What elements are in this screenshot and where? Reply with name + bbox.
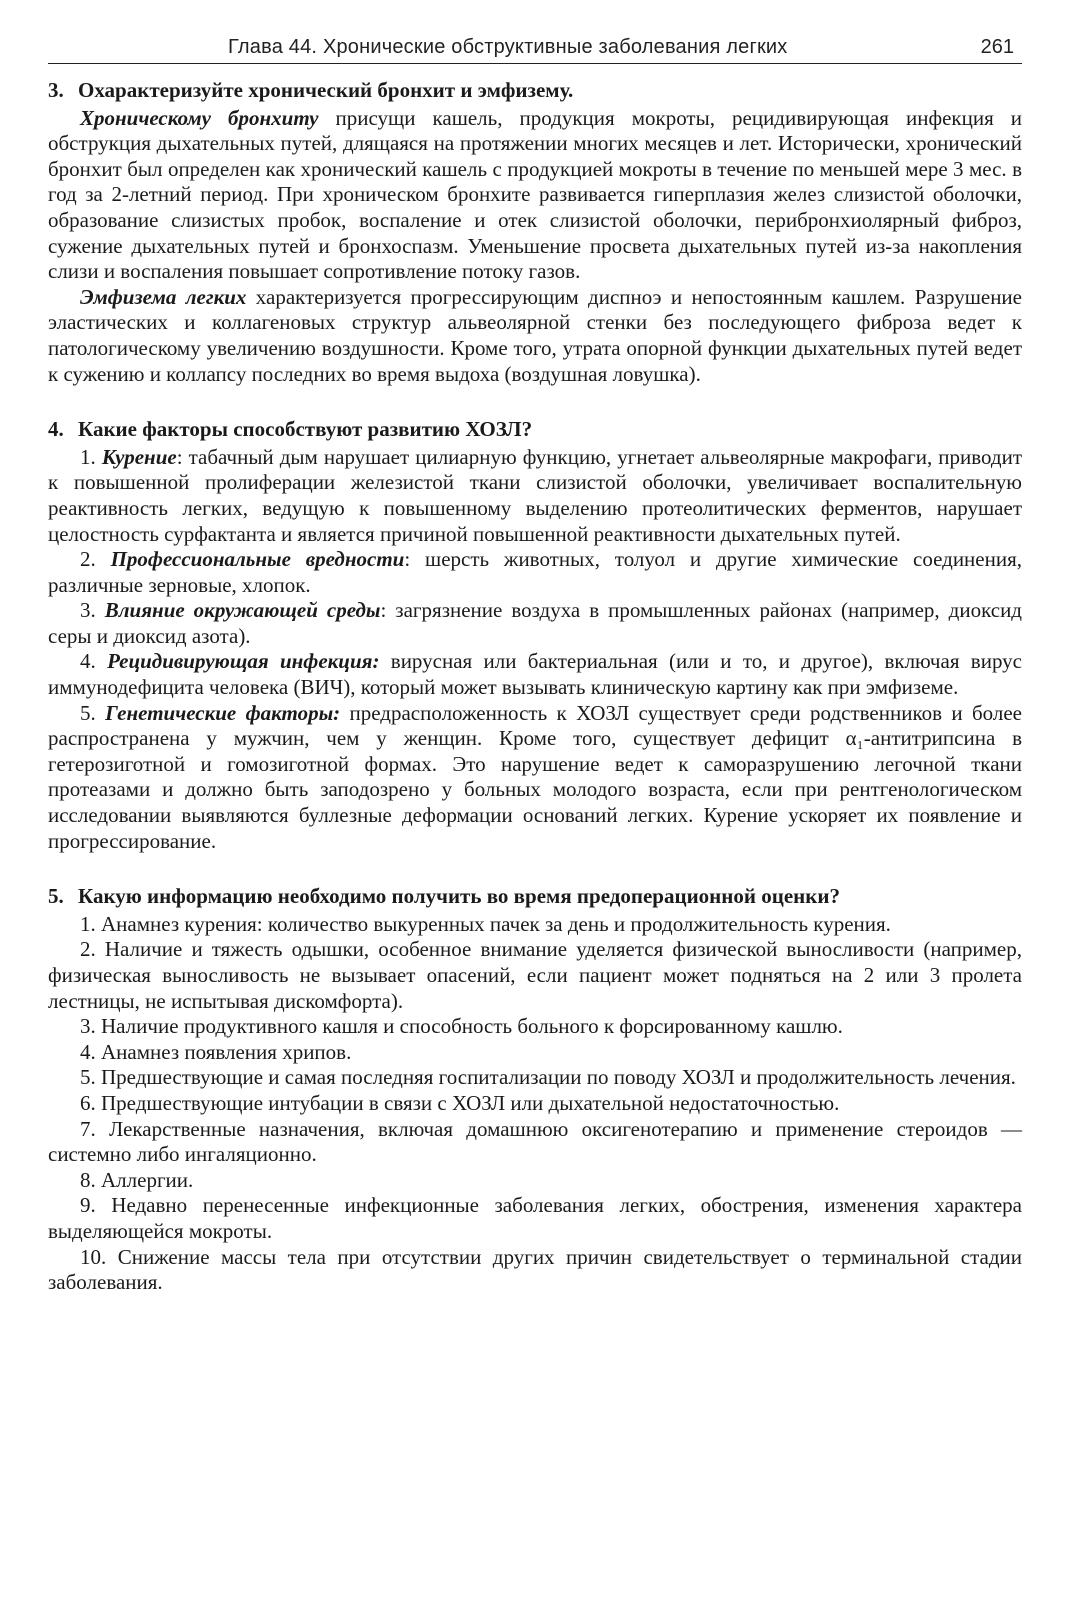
page-number: 261 bbox=[980, 36, 1014, 58]
term-lead: Генетические факторы: bbox=[105, 700, 341, 725]
question-heading bbox=[48, 884, 1022, 910]
question-text: Какую информацию необходимо получить во время предоперационной оценки? bbox=[78, 884, 840, 909]
list-item: 3. Наличие продуктивного кашля и способность больного к форсированному кашлю. bbox=[80, 1014, 843, 1039]
term-lead: Курение bbox=[101, 444, 177, 469]
question-number: 3. bbox=[48, 78, 64, 102]
list-item: 7. Лекарственные назначения, включая домашнюю оксигенотерапию и применение стероидов — системно либо ингаляционно. bbox=[48, 1116, 1022, 1167]
term-lead: Хроническому бронхиту bbox=[80, 105, 319, 130]
item-text: : загрязнение воздуха в промышленных районах (например, диоксид серы и диоксид азота). bbox=[48, 598, 1022, 648]
question-section-4 bbox=[48, 417, 1022, 854]
term-lead: Рецидивирующая инфекция: bbox=[107, 649, 380, 674]
paragraph-text: присущи кашель, продукция мокроты, рецидивирующая инфекция и обструкция дыхательных путей, длящаяся на протяжении многих месяцев и лет. Исторически, хронический бронхит был определен как хронический кашель с продукцией мокроты в течение по меньшей мере 3 мес. в год за 2-летний период. При хроническом бронхите развивается гиперплазия желез слизистой оболочки, образование слизистых пробок, воспаление и отек слизистой оболочки, перибронхиолярный фиброз, сужение дыхательных путей и бронхоспазм. Уменьшение просвета дыхательных путей из-за накопления слизи и воспаления повышает сопротивление потоку газов. bbox=[48, 105, 1023, 284]
question-number: 5. bbox=[48, 884, 64, 909]
item-text: вирусная или бактериальная (или и то, и другое), включая вирус иммунодефицита человека (ВИЧ), который может вызывать клиническую картину как при эмфиземе. bbox=[48, 649, 1022, 700]
item-prefix: 1. bbox=[80, 444, 102, 469]
list-item: 8. Аллергии. bbox=[80, 1167, 194, 1192]
question-text: Охарактеризуйте хронический бронхит и эмфизему. bbox=[78, 78, 574, 102]
list-item: 6. Предшествующие интубации в связи с ХОЗЛ или дыхательной недостаточностью. bbox=[80, 1090, 840, 1115]
question-text: Какие факторы способствуют развитию ХОЗЛ? bbox=[78, 417, 533, 442]
page-body bbox=[48, 78, 1022, 1296]
item-text: : табачный дым нарушает цилиарную функцию, угнетает альвеолярные макрофаги, приводит к повышенной пролиферации железистой ткани слизистой оболочки, увеличивает воспалительную реактивность легких, ведущую к повышенному выделению протеолитических ферментов, нарушает целостность сурфактанта и является причиной повышенной реактивности дыхательных путей. bbox=[48, 444, 1023, 546]
list-item: 5. Предшествующие и самая последняя госпитализации по поводу ХОЗЛ и продолжительность лечения. bbox=[80, 1065, 1016, 1090]
paragraph bbox=[48, 285, 1022, 387]
list-item: 9. Недавно перенесенные инфекционные заболевания легких, обострения, изменения характера выделяющейся мокроты. bbox=[48, 1193, 1022, 1243]
list-item bbox=[48, 598, 1022, 649]
list-item: 10. Снижение массы тела при отсутствии других причин свидетельствует о терминальной стадии заболевания. bbox=[48, 1244, 1022, 1295]
list-item: 1. Анамнез курения: количество выкуренных пачек за день и продолжительность курения. bbox=[80, 911, 891, 936]
chapter-title: Глава 44. Хронические обструктивные заболевания легких bbox=[228, 36, 788, 58]
question-heading bbox=[48, 417, 1022, 443]
list-item: 2. Наличие и тяжесть одышки, особенное внимание уделяется физической выносливости (например, физическая выносливость не вызывает опасений, если пациент может подняться на 2 или 3 пролета лестницы, не испытывая дискомфорта). bbox=[48, 937, 1022, 1013]
item-text: : шерсть животных, толуол и другие химические соединения, различные зерновые, хлопок. bbox=[48, 547, 1022, 597]
question-section-5 bbox=[48, 884, 1022, 1296]
term-lead: Влияние окружающей среды bbox=[104, 598, 381, 623]
term-lead: Профессиональные вредности bbox=[110, 547, 405, 572]
list-item bbox=[48, 701, 1022, 855]
item-prefix: 4. bbox=[80, 649, 108, 674]
term-lead: Эмфизема легких bbox=[80, 284, 247, 309]
running-header bbox=[48, 36, 1022, 64]
item-text: предрасположенность к ХОЗЛ существует среди родственников и более распространена у мужчин, чем у женщин. Кроме того, существует дефицит α₁-антитрипсина в гетерозиготной и гомозиготной формах. Это нарушение ведет к саморазрушению легочной ткани протеазами и должно быть заподозрено у больных молодого возраста, если при рентгенологическом исследовании выявляются буллезные деформации оснований легких. Курение ускоряет их появление и прогрессирование. bbox=[48, 700, 1023, 853]
paragraph bbox=[48, 106, 1022, 285]
list-item: 4. Анамнез появления хрипов. bbox=[80, 1039, 352, 1064]
list-item bbox=[48, 649, 1022, 700]
item-prefix: 3. bbox=[80, 598, 105, 623]
question-number: 4. bbox=[48, 417, 64, 442]
item-prefix: 5. bbox=[80, 700, 106, 725]
list-item bbox=[48, 547, 1022, 598]
question-section-3 bbox=[48, 78, 1022, 387]
question-heading bbox=[48, 78, 1022, 104]
item-prefix: 2. bbox=[80, 547, 111, 572]
list-item bbox=[48, 445, 1022, 547]
paragraph-text: характеризуется прогрессирующим диспноэ и непостоянным кашлем. Разрушение эластических и коллагеновых структур альвеолярной стенки без последующего фиброза ведет к патологическому увеличению воздушности. Кроме того, утрата опорной функции дыхательных путей ведет к сужению и коллапсу последних во время выдоха (воздушная ловушка). bbox=[48, 284, 1022, 386]
